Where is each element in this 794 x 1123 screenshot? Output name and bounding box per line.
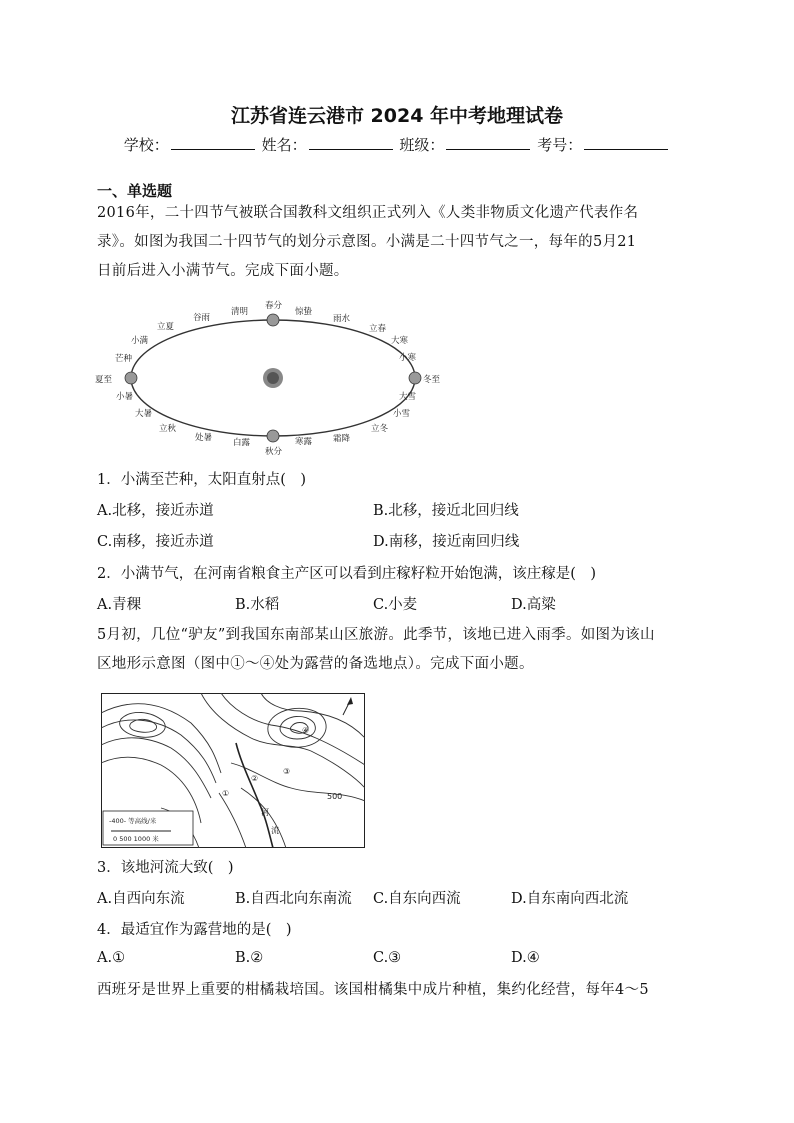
q2-option-a[interactable]: A.青稞 xyxy=(97,597,142,613)
term-lichun: 立春 xyxy=(369,324,387,334)
passage-2-line-1: 5月初，几位“驴友”到我国东南部某山区旅游。此季节，该地已进入雨季。如图为该山 xyxy=(97,627,655,643)
q3-option-c[interactable]: C.自东向西流 xyxy=(373,891,461,907)
passage-3-line-1: 西班牙是世界上重要的柑橘栽培国。该国柑橘集中成片种植，集约化经营，每年4～5 xyxy=(97,982,649,998)
contour-map xyxy=(101,693,365,848)
q2-option-b[interactable]: B.水稻 xyxy=(235,597,280,613)
passage-1-line-1: 2016年，二十四节气被联合国教科文组织正式列入《人类非物质文化遗产代表作名 xyxy=(97,205,639,221)
contour-label-500: 500 xyxy=(327,792,343,801)
q4-option-d[interactable]: D.④ xyxy=(511,950,540,966)
section-heading: 一、单选题 xyxy=(97,182,173,200)
legend-contour-text: -400- 等高线/米 xyxy=(109,817,157,825)
class-label: 班级： xyxy=(399,136,445,154)
passage-2 xyxy=(97,621,697,679)
question-1-stem: 1．小满至芒种，太阳直射点( ) xyxy=(97,472,307,488)
term-dashu: 大暑 xyxy=(135,409,153,419)
earth-icon-xiazhi xyxy=(125,372,137,384)
q2-option-c[interactable]: C.小麦 xyxy=(373,597,418,613)
class-field[interactable] xyxy=(446,137,530,150)
q2-option-d[interactable]: D.高粱 xyxy=(511,597,556,613)
q3-option-a[interactable]: A.自西向东流 xyxy=(97,891,185,907)
site-mark-4: ④ xyxy=(302,726,310,735)
student-info-line xyxy=(0,134,794,155)
term-mangzhong: 芒种 xyxy=(115,354,133,364)
river-char-liu: 流 xyxy=(271,826,279,835)
term-bailu: 白露 xyxy=(233,438,251,448)
site-mark-2: ② xyxy=(251,774,259,783)
question-4-stem: 4．最适宜作为露营地的是( ) xyxy=(97,922,292,938)
q4-option-a[interactable]: A.① xyxy=(97,950,126,966)
number-field[interactable] xyxy=(584,137,668,150)
term-qingming: 清明 xyxy=(231,307,249,317)
name-label: 姓名： xyxy=(261,136,307,154)
q1-option-a[interactable]: A.北移，接近赤道 xyxy=(97,503,214,519)
term-lidong: 立冬 xyxy=(371,424,389,434)
passage-1-line-2: 录》。如图为我国二十四节气的划分示意图。小满是二十四节气之一，每年的5月21 xyxy=(97,234,637,250)
number-label: 考号： xyxy=(537,136,583,154)
term-xiaoxue: 小雪 xyxy=(393,409,411,419)
name-field[interactable] xyxy=(309,137,393,150)
page-title: 江苏省连云港市 2024 年中考地理试卷 xyxy=(230,105,564,127)
term-guyu: 谷雨 xyxy=(193,313,211,323)
q3-option-d[interactable]: D.自东南向西北流 xyxy=(511,891,629,907)
term-liqiu: 立秋 xyxy=(159,424,177,434)
term-qiufen: 秋分 xyxy=(265,447,283,457)
term-chunfen: 春分 xyxy=(265,301,283,311)
passage-3 xyxy=(97,976,697,1005)
school-label: 学校： xyxy=(123,136,169,154)
term-yushui: 雨水 xyxy=(333,314,351,324)
term-shuangjiang: 霜降 xyxy=(333,434,351,444)
site-mark-3: ③ xyxy=(283,767,291,776)
q3-option-b[interactable]: B.自西北向东南流 xyxy=(235,891,352,907)
question-3-stem: 3．该地河流大致( ) xyxy=(97,860,234,876)
q4-option-b[interactable]: B.② xyxy=(235,950,264,966)
q1-option-b[interactable]: B.北移，接近北回归线 xyxy=(373,503,519,519)
passage-2-line-2: 区地形示意图（图中①～④处为露营的备选地点）。完成下面小题。 xyxy=(97,656,534,672)
earth-icon-qiufen xyxy=(267,430,279,442)
term-xiaoshu: 小暑 xyxy=(116,392,134,402)
river-char-he: 河 xyxy=(261,808,269,817)
school-field[interactable] xyxy=(171,137,255,150)
term-daxue: 大雪 xyxy=(399,392,417,402)
site-mark-1: ① xyxy=(222,789,230,798)
earth-icon-dongzhi xyxy=(409,372,421,384)
passage-1 xyxy=(97,199,697,286)
q4-option-c[interactable]: C.③ xyxy=(373,950,402,966)
scale-text: 0 500 1000 米 xyxy=(113,835,159,843)
question-2-stem: 2．小满节气，在河南省粮食主产区可以看到庄稼籽粒开始饱满，该庄稼是( ) xyxy=(97,566,597,582)
earth-icon-chunfen xyxy=(267,314,279,326)
term-chushu: 处暑 xyxy=(195,433,213,443)
term-xiaoman: 小满 xyxy=(131,336,149,346)
q1-option-c[interactable]: C.南移，接近赤道 xyxy=(97,534,214,550)
map-legend xyxy=(103,811,193,845)
term-jingzhe: 惊蛰 xyxy=(295,307,313,317)
term-xiazhi: 夏至 xyxy=(95,375,113,385)
q1-option-d[interactable]: D.南移，接近南回归线 xyxy=(373,534,520,550)
solar-terms-diagram xyxy=(85,298,465,458)
passage-1-line-3: 日前后进入小满节气。完成下面小题。 xyxy=(97,263,349,279)
term-dongzhi: 冬至 xyxy=(423,375,441,385)
term-xiaohan: 小寒 xyxy=(399,353,417,363)
term-dahan: 大寒 xyxy=(391,336,409,346)
term-hanlu: 寒露 xyxy=(295,437,313,447)
term-lixia: 立夏 xyxy=(157,322,175,332)
